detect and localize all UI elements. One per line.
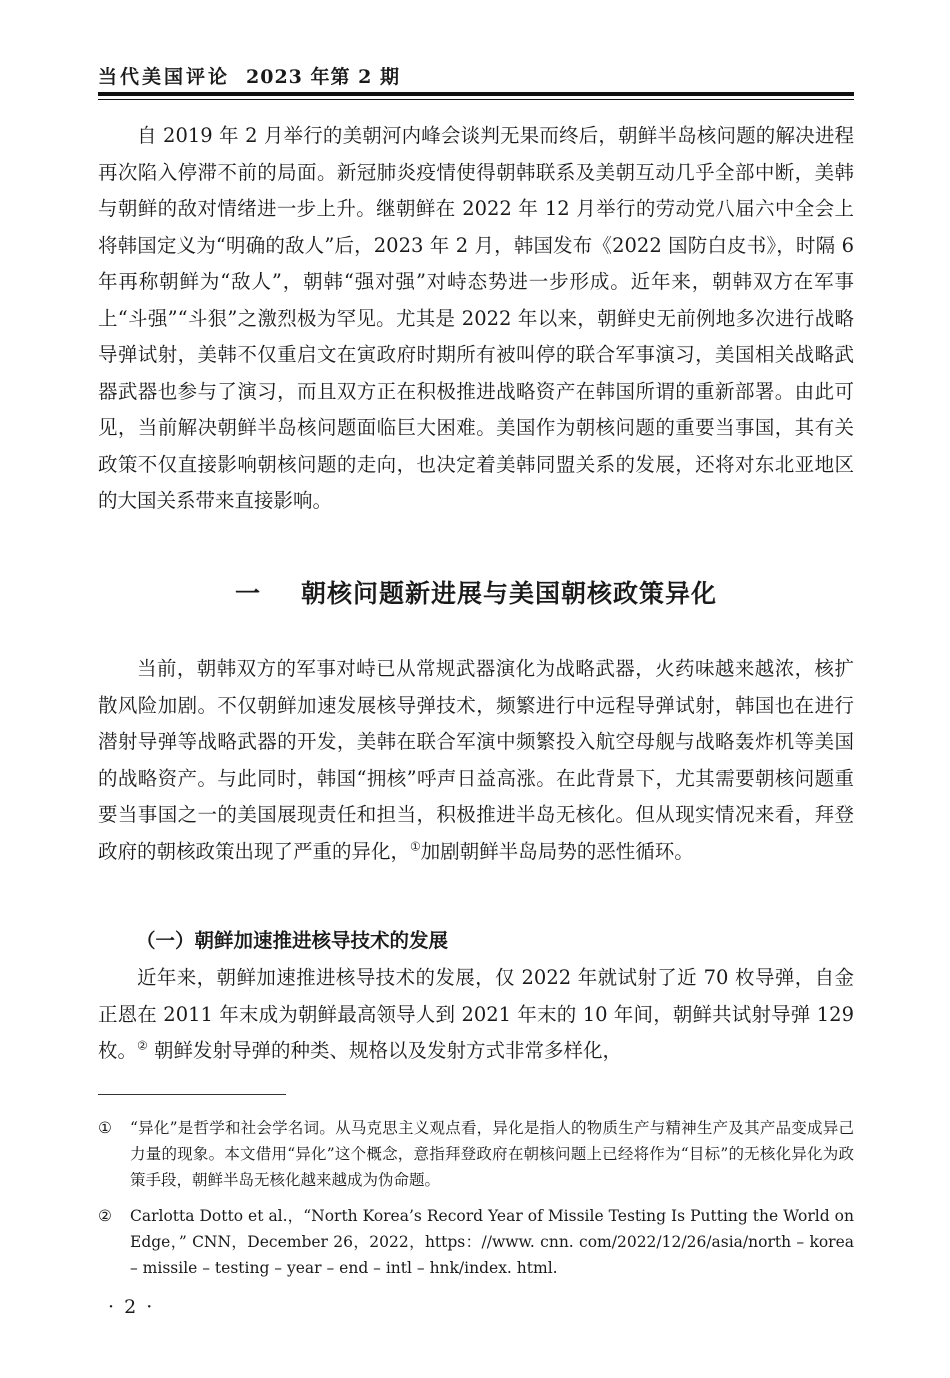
footnote-1-text: “异化”是哲学和社会学名词。从马克思主义观点看，异化是指人的物质生产与精神生产及其产品变成异己力量的现象。本文借用“异化”这个概念，意指拜登政府在朝核问题上已经将作为“目标”的无核化异化为政策手段，朝鲜半岛无核化越来越成为伪命题。: [130, 1119, 854, 1189]
intro-paragraph: 自 2019 年 2 月举行的美朝河内峰会谈判无果而终后，朝鲜半岛核问题的解决进程再次陷入停滞不前的局面。新冠肺炎疫情使得朝韩联系及美朝互动几乎全部中断，美韩与朝鲜的敌对情绪进一步上升。继朝鲜在 2022 年 12 月举行的劳动党八届六中全会上将韩国定义为“明确的敌人”后，2023 年 2 月，韩国发布《2022 国防白皮书》，时隔 6 年再称朝鲜为“敌人”，朝韩“强对强”对峙态势进一步形成。近年来，朝韩双方在军事上“斗强”“斗狠”之激烈极为罕见。尤其是 2022 年以来，朝鲜史无前例地多次进行战略导弹试射，美韩不仅重启文在寅政府时期所有被叫停的联合军事演习，美国相关战略武器武器也参与了演习，而且双方正在积极推进战略资产在韩国所谓的重新部署。由此可见，当前解决朝鲜半岛核问题面临巨大困难。美国作为朝核问题的重要当事国，其有关政策不仅直接影响朝核问题的走向，也决定着美韩同盟关系的发展，还将对东北亚地区的大国关系带来直接影响。: [98, 124, 854, 512]
paragraph-3-text-a: 近年来，朝鲜加速推进核导技术的发展，仅 2022 年就试射了近 70 枚导弹，自金正恩在 2011 年末成为朝鲜最高领导人到 2021 年末的 10 年间，朝鲜共试射导弹 129 枚。: [98, 966, 854, 1062]
footnote-2: [98, 1203, 854, 1281]
paragraph-2-block: [98, 651, 854, 870]
header-rule-thick: [98, 92, 854, 96]
footnote-ref-2[interactable]: ②: [137, 1038, 148, 1053]
journal-title: 当代美国评论: [98, 66, 231, 88]
footnote-1: [98, 1115, 854, 1193]
running-header: [98, 62, 854, 90]
header-rule-thin: [98, 99, 854, 100]
section-title: 朝核问题新进展与美国朝核政策异化: [301, 579, 718, 608]
section-heading: [98, 574, 854, 614]
footnote-2-text: Carlotta Dotto et al.，“North Korea’s Record Year of Missile Testing Is Putting the World on Edge，” CNN，December 26，2022，https：//www. cnn. com/2022/12/26/asia/north – korea – missile – testing – year – end – intl – hnk/index. html.: [130, 1207, 854, 1277]
paragraph-2-text-b: 加剧朝鲜半岛局势的恶性循环。: [420, 839, 694, 863]
footnote-ref-1[interactable]: ①: [410, 839, 421, 853]
paragraph-3-block: [98, 960, 854, 1070]
footnote-1-mark: ①: [98, 1119, 112, 1137]
paragraph-3-text-b: 朝鲜发射导弹的种类、规格以及发射方式非常多样化，: [147, 1039, 622, 1062]
page-number: · 2 ·: [108, 1296, 155, 1318]
footnote-2-mark: ②: [98, 1207, 112, 1225]
subsection-heading: （一）朝鲜加速推进核导技术的发展: [136, 929, 449, 952]
paragraph-2: [98, 651, 854, 870]
footnote-rule: [98, 1094, 286, 1095]
intro-paragraph-block: [98, 118, 854, 520]
paragraph-3: [98, 960, 854, 1070]
issue-label: 2023 年第 2 期: [246, 66, 400, 88]
paragraph-2-text-a: 当前，朝韩双方的军事对峙已从常规武器演化为战略武器，火药味越来越浓，核扩散风险加剧。不仅朝鲜加速发展核导弹技术，频繁进行中远程导弹试射，韩国也在进行潜射导弹等战略武器的开发，美韩在联合军演中频繁投入航空母舰与战略轰炸机等美国的战略资产。与此同时，韩国“拥核”呼声日益高涨。在此背景下，尤其需要朝核问题重要当事国之一的美国展现责任和担当，积极推进半岛无核化。但从现实情况来看，拜登政府的朝核政策出现了严重的异化，: [98, 657, 854, 863]
section-number: 一: [234, 579, 261, 608]
